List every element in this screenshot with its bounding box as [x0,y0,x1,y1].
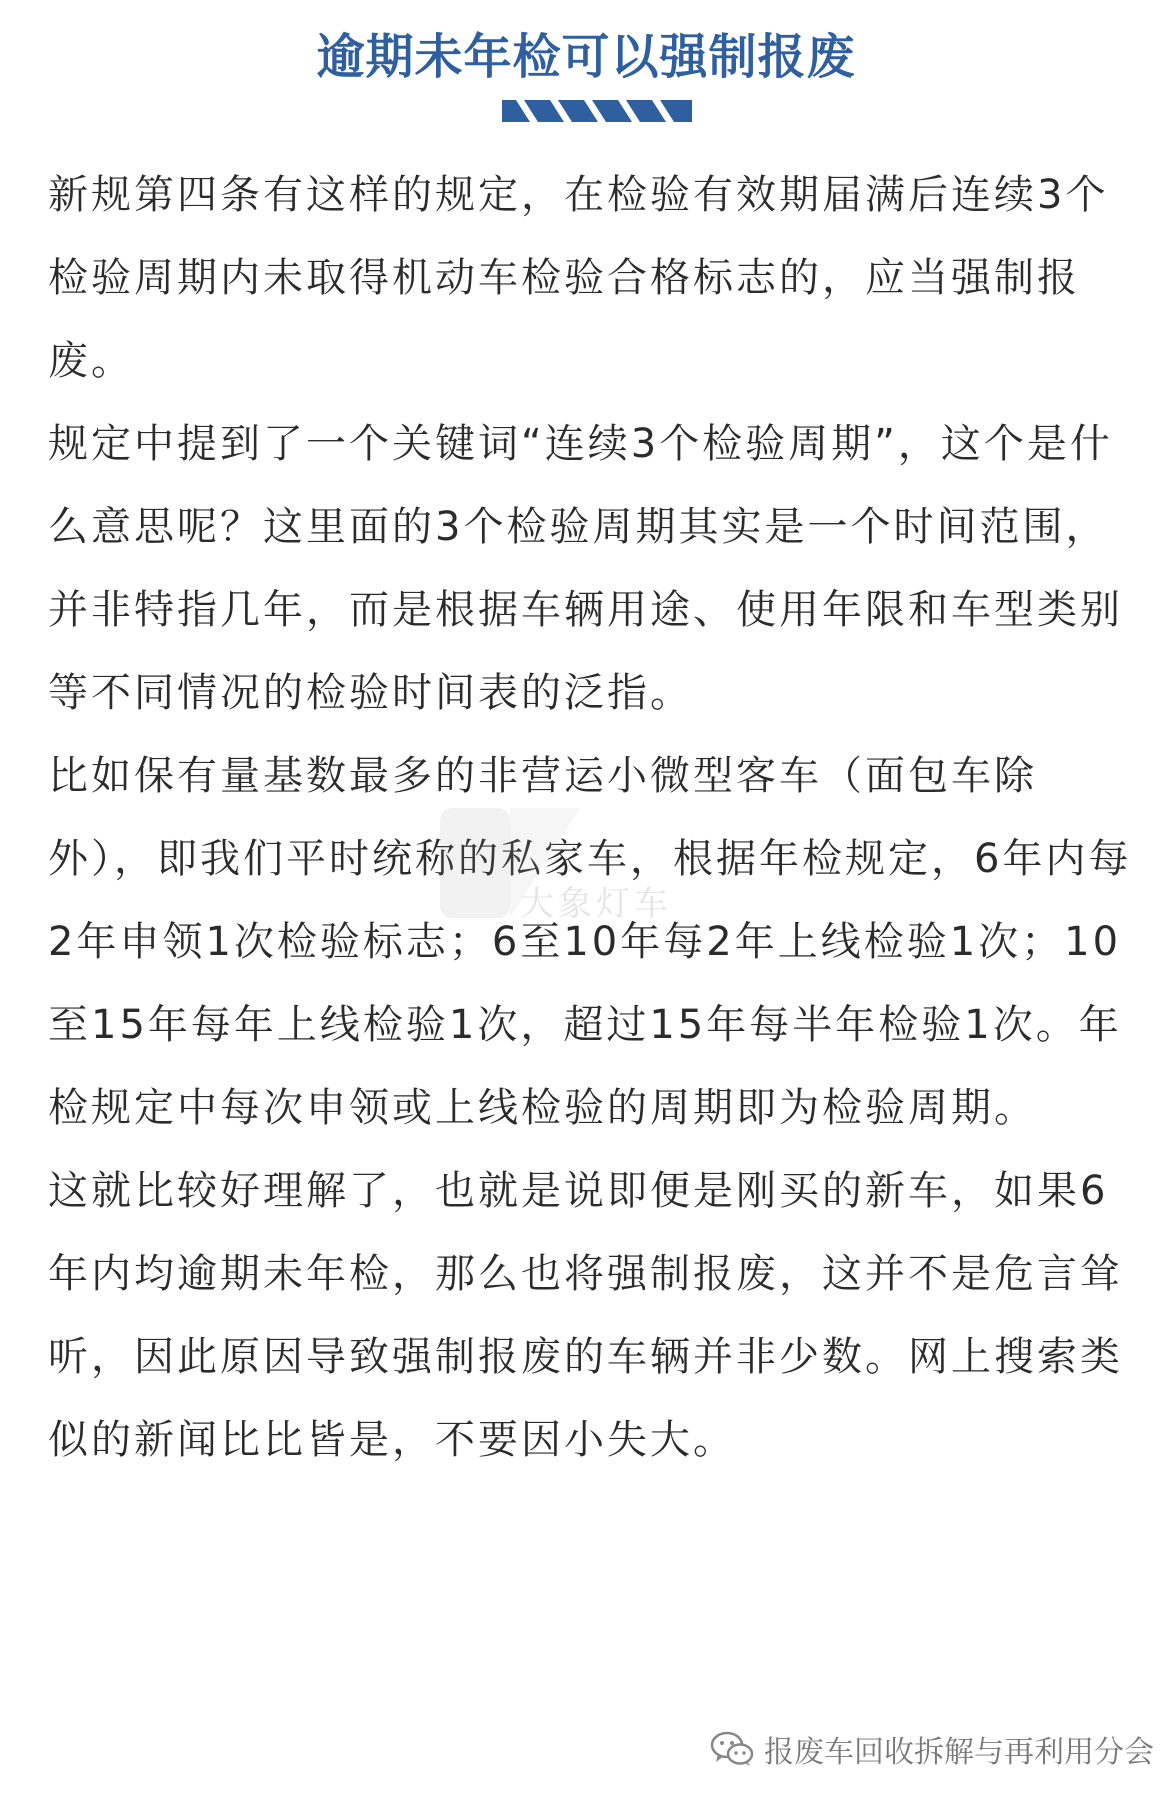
paragraph-1: 新规第四条有这样的规定，在检验有效期届满后连续3个检验周期内未取得机动车检验合格标志的，应当强制报废。 [48,172,1109,384]
paragraph-4: 这就比较好理解了，也就是说即便是刚买的新车，如果6年内均逾期未年检，那么也将强制报废，这并不是危言耸听，因此原因导致强制报废的车辆并非少数。网上搜索类似的新闻比比皆是，不要因小失大。 [48,1168,1123,1463]
stripe-segments [502,100,692,122]
wechat-icon [710,1731,754,1767]
paragraph-2: 规定中提到了一个关键词“连续3个检验周期”，这个是什么意思呢？这里面的3个检验周期其实是一个时间范围，并非特指几年，而是根据车辆用途、使用年限和车型类别等不同情况的检验时间表的泛指。 [48,421,1123,716]
footer-source-label: 报废车回收拆解与再利用分会 [764,1735,1154,1770]
footer-source [710,1727,1154,1771]
title-stripe-decoration [502,100,692,122]
paragraph-3: 比如保有量基数最多的非营运小微型客车（面包车除外），即我们平时统称的私家车，根据年检规定，6年内每2年申领1次检验标志；6至10年每2年上线检验1次；10至15年每年上线检验1次，超过15年每半年检验1次。年检规定中每次申领或上线检验的周期即为检验周期。 [48,753,1132,1131]
watermark-text: 大象灯车 [520,884,672,924]
article-title: 逾期未年检可以强制报废 [316,29,856,85]
